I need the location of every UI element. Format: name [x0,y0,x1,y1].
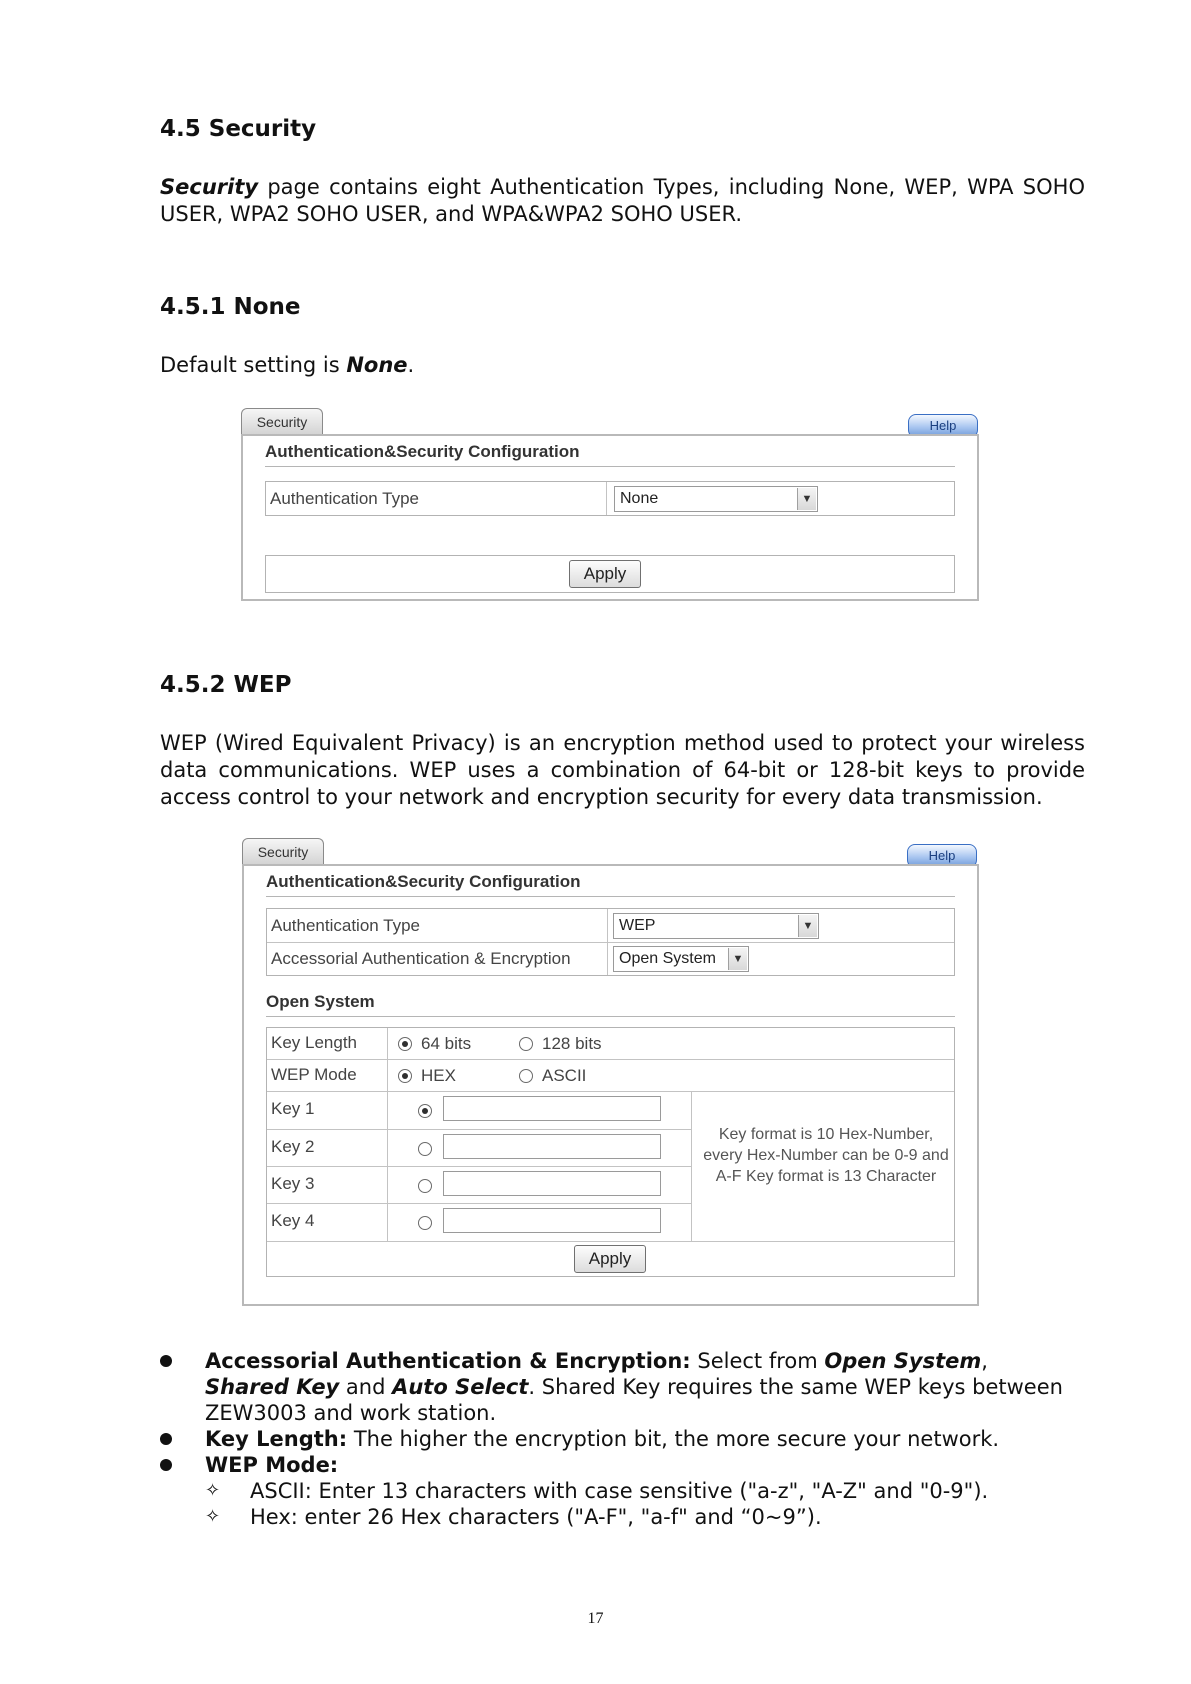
bullet-accessorial [205,1348,1073,1426]
section-divider [265,466,955,467]
open-system-title: Open System [266,992,375,1011]
key-row [267,1129,691,1167]
option-open-system: Open System [824,1349,982,1373]
auth-type-select-value: WEP [619,917,656,934]
bullet-key-length [205,1426,1073,1452]
key-1-radio[interactable] [418,1104,432,1118]
bullet-key-length-title: Key Length: [205,1427,348,1451]
security-intro-bold: Security [160,175,259,199]
option-auto-select: Auto Select [392,1375,529,1399]
accessorial-select-value: Open System [619,950,716,967]
key-length-128-label: 128 bits [542,1034,602,1053]
help-button[interactable]: Help [907,844,977,868]
key-3-label: Key 3 [271,1174,315,1193]
section-heading-security: 4.5 Security [160,116,317,142]
bullet-accessorial-text: , [981,1349,988,1373]
bullet-key-length-text: The higher the encryption bit, the more secure your network. [347,1427,1000,1451]
wep-mode-hex-radio[interactable] [398,1069,412,1083]
security-tab[interactable]: Security [241,408,323,434]
none-default-paragraph [160,352,1085,379]
auth-type-label: Authentication Type [270,489,420,508]
bullet-marker [160,1459,172,1471]
security-panel-wep [242,838,979,1306]
diamond-bullet-icon: ✧ [205,1506,221,1527]
section-divider [266,896,955,897]
accessorial-label: Accessorial Authentication & Encryption [271,949,571,968]
key-2-label: Key 2 [271,1137,315,1156]
key-2-input[interactable] [443,1134,661,1159]
sub-bullet-hex: Hex: enter 26 Hex characters ("A-F", "a-f" and “0~9”). [250,1505,822,1529]
bullet-wep-mode [205,1452,1073,1478]
key-format-note: Key format is 10 Hex-Number, every Hex-Number can be 0-9 and A-F Key format is 13 Character [703,1126,949,1185]
none-default-prefix: Default setting is [160,353,347,377]
key-3-radio[interactable] [418,1179,432,1193]
wep-key-table [266,1027,955,1277]
column-divider [606,482,607,515]
config-section-title: Authentication&Security Configuration [265,442,580,461]
apply-button[interactable]: Apply [574,1245,646,1273]
apply-row [265,555,955,593]
bullet-marker [160,1433,172,1445]
none-default-bold: None [346,353,408,377]
chevron-down-icon[interactable]: ▼ [728,948,747,970]
key-4-radio[interactable] [418,1216,432,1230]
accessorial-row [267,942,954,977]
key-length-64-radio[interactable] [398,1037,412,1051]
wep-mode-ascii-label: ASCII [542,1066,587,1085]
bullet-accessorial-title: Accessorial Authentication & Encryption: [205,1349,691,1373]
bullet-accessorial-text: and [339,1375,393,1399]
wep-mode-label: WEP Mode [271,1065,357,1084]
security-tab[interactable]: Security [242,838,324,864]
bullet-accessorial-text: Select from [690,1349,825,1373]
key-row [267,1203,691,1242]
apply-button[interactable]: Apply [569,560,641,588]
section-heading-none: 4.5.1 None [160,294,301,320]
key-4-input[interactable] [443,1208,661,1233]
page-number: 17 [587,1610,604,1627]
auth-type-select[interactable] [613,913,819,939]
key-3-input[interactable] [443,1171,661,1196]
apply-row [267,1241,954,1277]
chevron-down-icon[interactable]: ▼ [798,915,817,937]
key-4-label: Key 4 [271,1211,315,1230]
auth-type-select[interactable] [614,486,818,512]
auth-type-table [265,481,955,516]
section-heading-wep: 4.5.2 WEP [160,672,292,698]
diamond-bullet-icon: ✧ [205,1480,221,1501]
key-1-label: Key 1 [271,1099,315,1118]
panel-frame [242,864,979,1306]
wep-mode-row [267,1059,954,1090]
help-button[interactable]: Help [908,414,978,438]
key-row [267,1092,691,1129]
chevron-down-icon[interactable]: ▼ [797,488,816,510]
key-input-column-divider [691,1092,692,1242]
bullet-wep-mode-title: WEP Mode: [205,1453,339,1477]
security-panel-none [241,408,979,601]
key-1-input[interactable] [443,1096,661,1121]
auth-settings-table [266,908,955,976]
wep-mode-hex-label: HEX [421,1066,456,1085]
key-length-label: Key Length [271,1033,358,1052]
bullet-accessorial-text: . Shared Key requires the same WEP keys between ZEW3003 and work station. [205,1375,1063,1425]
sub-bullet-ascii: ASCII: Enter 13 characters with case sensitive ("a-z", "A-Z" and "0-9"). [250,1479,989,1503]
key-length-128-radio[interactable] [519,1037,533,1051]
panel-frame [241,434,979,601]
security-intro-paragraph [160,174,1085,228]
wep-mode-ascii-radio[interactable] [519,1069,533,1083]
none-default-suffix: . [407,353,415,377]
key-row [267,1166,691,1204]
open-system-divider [266,1016,955,1017]
wep-description-paragraph: WEP (Wired Equivalent Privacy) is an encryption method used to protect your wireless data communications. WEP uses a combination of 64-bit or 128-bit keys to provide access control to your network and encryption security for every data transmission. [160,731,1085,809]
key-length-64-label: 64 bits [421,1034,472,1053]
auth-type-select-value: None [620,490,659,507]
key-2-radio[interactable] [418,1142,432,1156]
bullet-marker [160,1355,172,1367]
accessorial-select[interactable] [613,946,749,972]
security-intro-text: page contains eight Authentication Types, including None, WEP, WPA SOHO USER, WPA2 SOHO USER, and WPA&WPA2 SOHO USER. [160,175,1085,226]
option-shared-key: Shared Key [205,1375,340,1399]
auth-type-label: Authentication Type [271,916,421,935]
config-section-title: Authentication&Security Configuration [266,872,581,891]
key-rows-block [267,1091,954,1242]
